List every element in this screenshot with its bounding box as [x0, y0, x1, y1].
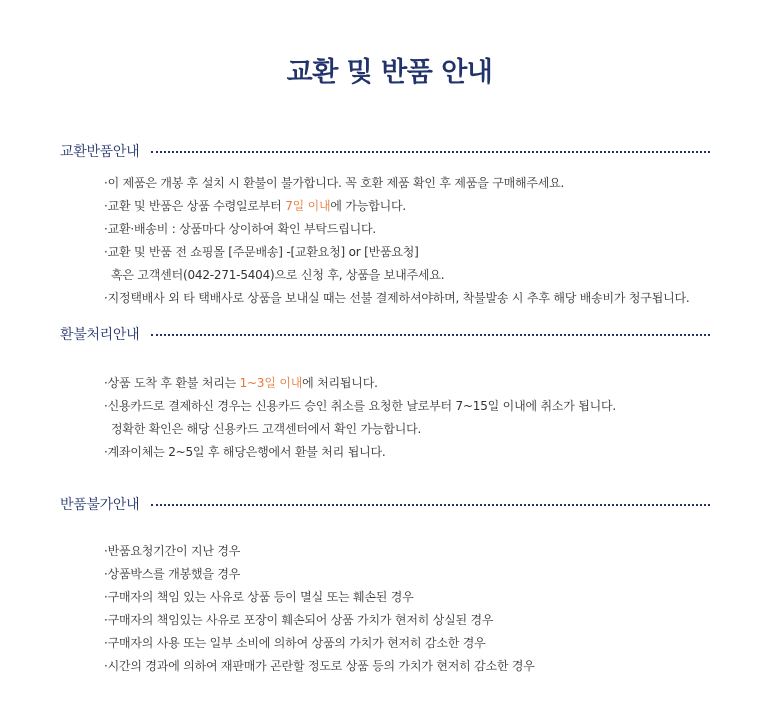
list-item: ·시간의 경과에 의하여 재판매가 곤란할 정도로 상품 등의 가치가 현저히 감소한 경우: [104, 659, 535, 673]
section-heading-exchange: [60, 140, 710, 162]
exchange-list: [104, 172, 689, 310]
list-item: ·구매자의 사용 또는 일부 소비에 의하여 상품의 가치가 현저히 감소한 경우: [104, 636, 486, 650]
list-item: ·구매자의 책임 있는 사유로 상품 등이 멸실 또는 훼손된 경우: [104, 590, 414, 604]
highlight-7-days: 7일 이내: [285, 199, 331, 213]
section-heading-label: 반품불가안내: [60, 497, 140, 513]
highlight-1-3-days: 1~3일 이내: [239, 376, 303, 390]
no-return-list: [104, 540, 535, 678]
dotted-divider: [151, 504, 710, 506]
list-item: ·반품요청기간이 지난 경우: [104, 544, 241, 558]
list-item-no-refund-after-install: ·이 제품은 개봉 후 설치 시 환불이 불가합니다. 꼭 호환 제품 확인 후 제품을 구매해주세요.: [104, 176, 565, 190]
section-heading-refund: [60, 323, 710, 345]
dotted-divider: [151, 334, 710, 336]
list-item-other-courier: ·지정택배사 외 타 택배사로 상품을 보내실 때는 선불 결제하셔야하며, 착불발송 시 추후 해당 배송비가 청구됩니다.: [104, 291, 690, 305]
list-item: ·상품박스를 개봉했을 경우: [104, 567, 241, 581]
list-item: ·구매자의 책임있는 사유로 포장이 훼손되어 상품 가치가 현저히 상실된 경우: [104, 613, 494, 627]
section-heading-label: 교환반품안내: [60, 144, 140, 160]
refund-list: [104, 372, 616, 464]
list-item-credit-card: ·신용카드로 결제하신 경우는 신용카드 승인 취소를 요청한 날로부터 7~15일 이내에 취소가 됩니다.: [104, 399, 617, 413]
dotted-divider: [151, 151, 710, 153]
list-item-how-to-request: ·교환 및 반품 전 쇼핑몰 [주문배송] -[교환요청] or [반품요청]: [104, 245, 419, 259]
list-item-shipping-fee: ·교환·배송비 : 상품마다 상이하여 확인 부탁드립니다.: [104, 222, 376, 236]
list-item-card-center: 정확한 확인은 해당 신용카드 고객센터에서 확인 가능합니다.: [111, 422, 422, 436]
list-item-customer-center: 혹은 고객센터(042-271-5404)으로 신청 후, 상품을 보내주세요.: [111, 268, 445, 282]
list-item-bank-transfer: ·계좌이체는 2~5일 후 해당은행에서 환불 처리 됩니다.: [104, 445, 386, 459]
page-title: 교환 및 반품 안내: [286, 57, 493, 88]
section-heading-label: 환불처리안내: [60, 327, 140, 343]
list-item-refund-period: ·상품 도착 후 환불 처리는 1~3일 이내에 처리됩니다.: [104, 376, 378, 390]
list-item-exchange-period: ·교환 및 반품은 상품 수령일로부터 7일 이내에 가능합니다.: [104, 199, 407, 213]
section-heading-no-return: [60, 493, 710, 515]
